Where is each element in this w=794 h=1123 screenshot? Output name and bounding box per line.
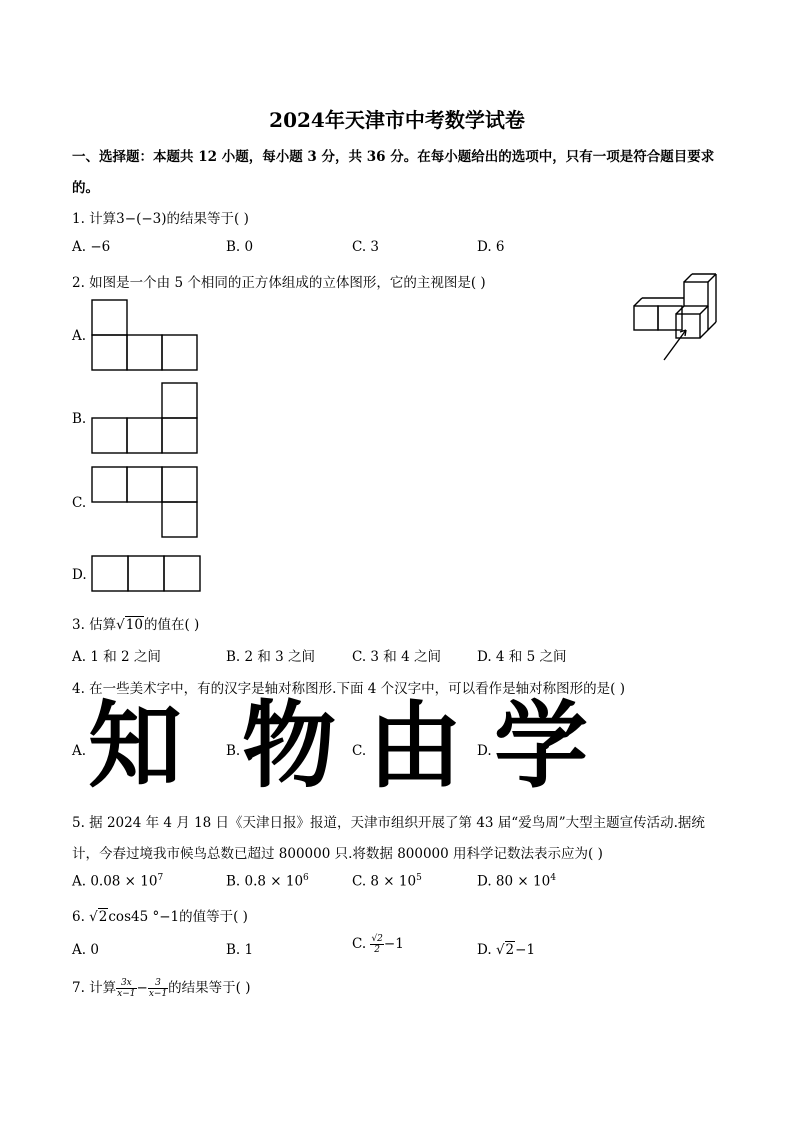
total-score: 36 [366, 149, 386, 165]
q5-option-c [352, 873, 422, 890]
q2-option-a-figure [90, 298, 200, 372]
page-title: 2024年天津市中考数学试卷 [269, 108, 525, 132]
q7-stem-prefix: 7. 计算 [72, 980, 117, 996]
sqrt-expression: √2 [89, 909, 108, 925]
q6-option-d [477, 942, 535, 958]
sqrt-expression: √10 [116, 617, 143, 633]
denominator: x−1 [148, 989, 168, 999]
q2-option-b-figure [90, 381, 200, 455]
question-5-stem-line1: 5. 据 2024 年 4 月 18 日《天津日报》报道，天津市组织开展了第 43 届“爱鸟周”大型主题宣传活动.据统 [72, 815, 705, 831]
q6-stem-prefix: 6. [72, 909, 90, 925]
q4-option-d-label: D. [477, 743, 492, 759]
q5-option-a [72, 873, 163, 890]
q6-option-b: B. 1 [226, 942, 254, 958]
question-6-stem [72, 905, 248, 925]
q3-option-a: A. 1 和 2 之间 [72, 649, 161, 665]
radicand: 2 [98, 909, 108, 925]
q3-option-d: D. 4 和 5 之间 [477, 649, 567, 665]
q5-b-base: B. 0.8 × 10 [226, 873, 304, 890]
section-heading-text: 一、选择题：本题共 [72, 149, 199, 165]
section-heading-line2: 的。 [72, 180, 99, 196]
question-1-stem: 1. 计算3−(−3)的结果等于( ) [72, 211, 249, 227]
radicand: 10 [125, 617, 143, 633]
minus-sign: − [136, 980, 148, 996]
q6-option-c [352, 934, 404, 955]
q4-option-b-label: B. [226, 743, 241, 759]
fraction [148, 978, 168, 999]
q1-option-d: D. 6 [477, 239, 505, 255]
q3-option-b: B. 2 和 3 之间 [226, 649, 316, 665]
q6-c-suffix: −1 [383, 936, 404, 952]
q6-c-prefix: C. [352, 936, 371, 952]
q5-d-base: D. 80 × 10 [477, 873, 551, 890]
q2-option-a-label: A. [72, 328, 87, 344]
section-heading-text: 分。在每小题给出的选项中，只有一项是符合题目要求 [385, 149, 715, 165]
question-count: 12 [198, 149, 217, 165]
q5-c-base: C. 8 × 10 [352, 873, 417, 890]
q5-c-exponent: 5 [416, 873, 422, 883]
section-heading-text: 小题，每小题 [217, 149, 308, 165]
question-5-stem-line2: 计，今春过境我市候鸟总数已超过 800000 只.将数据 800000 用科学记数法表示应为( ) [72, 846, 603, 862]
q6-d-prefix: D. [477, 942, 496, 958]
q7-stem-suffix: 的结果等于( ) [168, 980, 251, 996]
q4-char-wu: 物 [242, 692, 337, 801]
q6-stem-suffix: cos45 °−1的值等于( ) [108, 909, 248, 925]
question-4-stem: 4. 在一些美术字中，有的汉字是轴对称图形.下面 4 个汉字中，可以看作是轴对称图形的是( ) [72, 681, 625, 697]
q5-d-exponent: 4 [550, 873, 556, 883]
fraction [116, 978, 136, 999]
radicand: 2 [505, 942, 515, 958]
q1-option-c: C. 3 [352, 239, 380, 255]
section-heading [72, 145, 714, 165]
numerator: √2 [371, 934, 383, 944]
q2-option-d-figure [90, 554, 202, 594]
q5-option-b [226, 873, 309, 890]
cube-figure [628, 268, 724, 364]
q5-option-d [477, 873, 556, 890]
q3-option-c: C. 3 和 4 之间 [352, 649, 441, 665]
q1-option-b: B. 0 [226, 239, 254, 255]
q6-option-a: A. 0 [72, 942, 99, 958]
q3-stem-suffix: 的值在( ) [143, 617, 200, 633]
q4-char-you: 由 [368, 692, 463, 801]
score-per-question: 3 [307, 149, 317, 165]
q5-a-base: A. 0.08 × 10 [72, 873, 158, 890]
numerator: 3x [116, 978, 136, 989]
q1-option-a: A. −6 [72, 239, 111, 255]
question-7-stem [72, 976, 251, 999]
q4-option-a-label: A. [72, 743, 87, 759]
question-2-stem: 2. 如图是一个由 5 个相同的正方体组成的立体图形，它的主视图是( ) [72, 275, 486, 291]
sqrt-expression: √2 [495, 942, 515, 958]
q2-option-c-figure [90, 465, 200, 539]
q2-option-d-label: D. [72, 567, 87, 583]
section-heading-text: 分，共 [316, 149, 367, 165]
denominator: 2 [374, 945, 381, 955]
q3-stem-prefix: 3. 估算 [72, 617, 117, 633]
q2-option-b-label: B. [72, 411, 87, 427]
q2-option-c-label: C. [72, 495, 87, 511]
q4-char-zhi: 知 [88, 692, 183, 801]
fraction [370, 934, 383, 955]
q4-option-c-label: C. [352, 743, 367, 759]
q4-char-xue: 学 [494, 692, 589, 801]
q5-b-exponent: 6 [303, 873, 309, 883]
question-3-stem [72, 613, 199, 633]
denominator: x−1 [117, 989, 136, 999]
q5-a-exponent: 7 [157, 873, 164, 883]
numerator: 3 [148, 978, 168, 989]
q6-d-suffix: −1 [515, 942, 536, 958]
